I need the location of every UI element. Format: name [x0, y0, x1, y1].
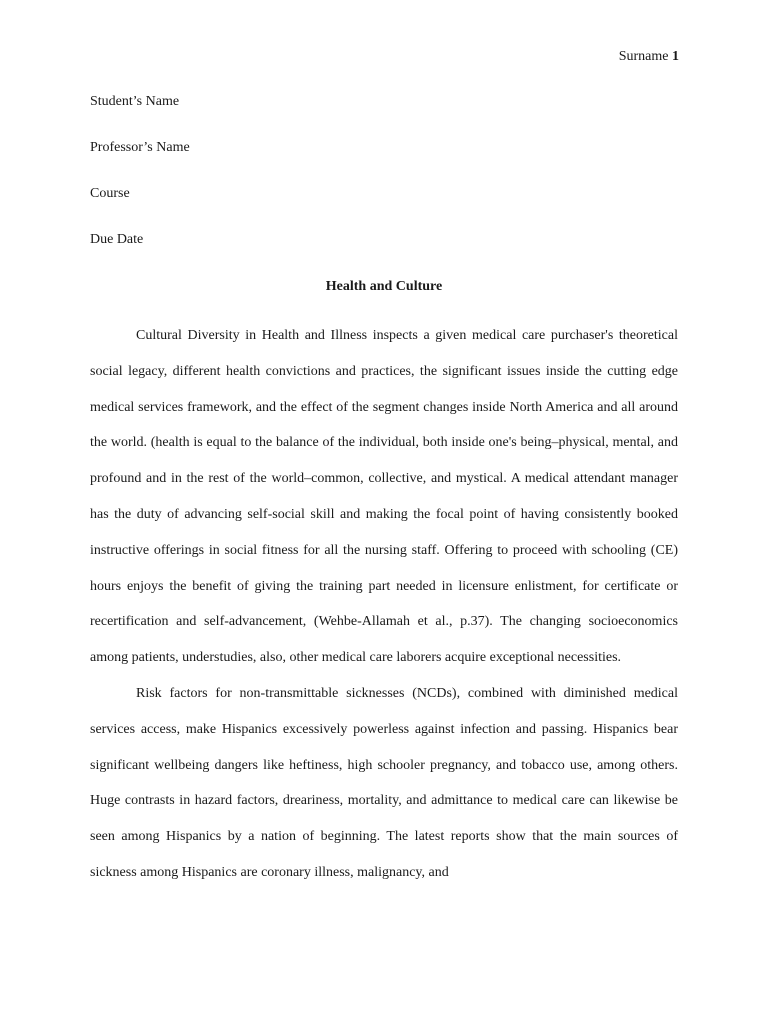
header-block [90, 92, 680, 276]
running-head [619, 47, 679, 67]
student-name: Student’s Name [90, 94, 180, 109]
paragraph: Risk factors for non-transmittable sicknesses (NCDs), combined with diminished medical services access, make Hispanics excessively powerless against infection and passing. Hispanics bear significant wellbeing dangers like heftiness, high schooler pregnancy, and tobacco use, among others. Huge contrasts in hazard factors, dreariness, mortality, and admittance to medical care can likewise be seen among Hispanics by a nation of beginning. The latest reports show that the main sources of sickness among Hispanics are coronary illness, malignancy, and [90, 685, 678, 880]
document-title: Health and Culture [325, 279, 443, 294]
due-date: Due Date [90, 232, 144, 247]
paragraph: Cultural Diversity in Health and Illness inspects a given medical care purchaser's theoretical social legacy, different health convictions and practices, the significant issues inside the cutting edge medical services framework, and the effect of the segment changes inside North America and all around the world. (health is equal to the balance of the individual, both inside one's being–physical, mental, and profound and in the rest of the world–common, collective, and mystical. A medical attendant manager has the duty of advancing self-social skill and making the focal point of having consistently booked instructive offerings in social fitness for all the nursing staff. Offering to proceed with schooling (CE) hours enjoys the benefit of giving the training part needed in licensure enlistment, for certificate or recertification and self-advancement, (Wehbe-Allamah et al., p.37). The changing socioeconomics among patients, understudies, also, other medical care laborers acquire exceptional necessities. [90, 328, 678, 666]
body-text [90, 318, 678, 891]
course: Course [90, 186, 130, 201]
page-number: 1 [672, 49, 679, 64]
running-head-surname: Surname [618, 49, 669, 64]
professor-name: Professor’s Name [90, 140, 190, 155]
